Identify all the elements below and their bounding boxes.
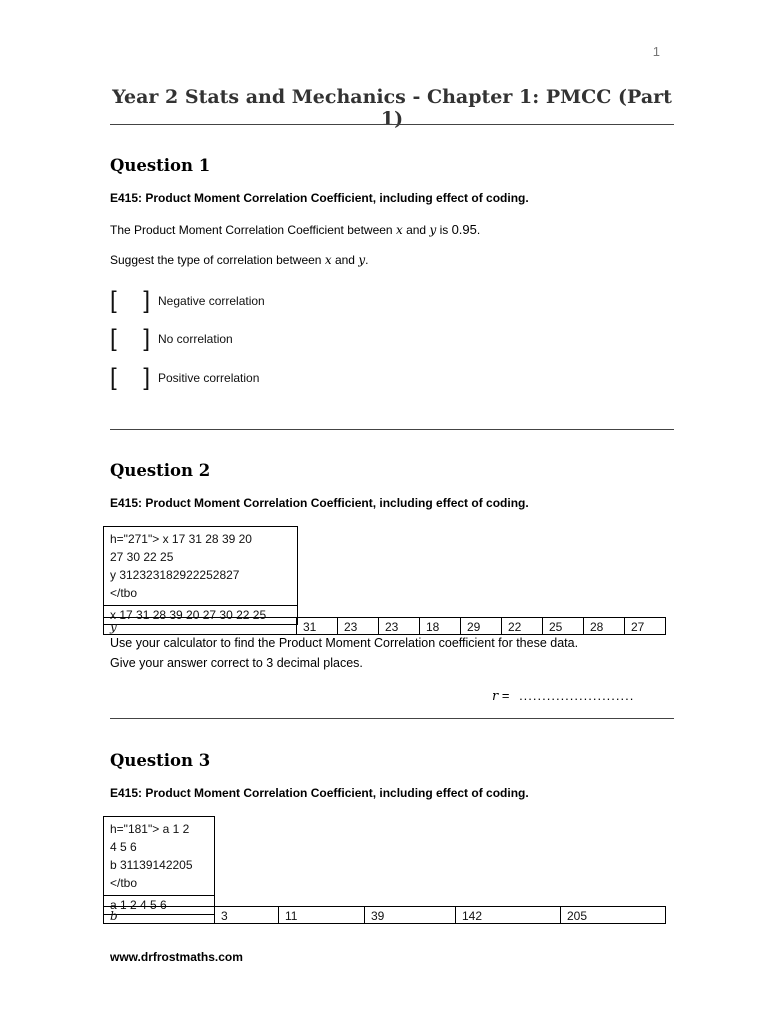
q1-and: and: [406, 223, 427, 237]
table-cell: 18: [420, 618, 461, 635]
bracket-close: ]: [143, 325, 150, 352]
option-label: Positive correlation: [158, 371, 260, 385]
q2-instruction-2: Give your answer correct to 3 decimal places.: [110, 656, 363, 670]
page-number: 1: [652, 44, 660, 59]
page-title: Year 2 Stats and Mechanics - Chapter 1: PMCC (Part 1): [112, 86, 672, 130]
q1-statement-end: .: [476, 223, 481, 237]
q3-meta: E415: Product Moment Correlation Coefficient, including effect of coding.: [110, 786, 529, 800]
table-cell: 39: [365, 907, 456, 924]
q2-y-table: [103, 617, 666, 635]
bracket-open: [: [110, 364, 117, 391]
table-row: [104, 618, 666, 635]
q2-raw-cell: [103, 526, 298, 605]
q3-b-table: [103, 906, 666, 924]
table-cell: 31: [297, 618, 338, 635]
q2-answer-line[interactable]: [492, 688, 634, 704]
q2-meta: E415: Product Moment Correlation Coefficient, including effect of coding.: [110, 496, 529, 510]
q1-prompt: [110, 253, 368, 267]
checkbox-bracket[interactable]: [110, 327, 150, 351]
table-cell: 29: [461, 618, 502, 635]
q1-var-y: y: [429, 223, 437, 237]
q2-raw-line: h="271"> x 17 31 28 39 20: [110, 532, 252, 546]
q1-prompt-pre: Suggest the type of correlation between: [110, 253, 322, 267]
answer-eq: =: [501, 688, 510, 703]
bracket-close: ]: [143, 364, 150, 391]
q3-raw-line: </tbo: [110, 876, 138, 890]
q1-is: is: [439, 223, 449, 237]
table-cell: 205: [561, 907, 666, 924]
q2-heading: Question 2: [110, 461, 211, 480]
q3-data-block: [103, 816, 215, 915]
checkbox-bracket[interactable]: [110, 366, 150, 390]
table-cell: 25: [543, 618, 584, 635]
option-label: No correlation: [158, 332, 233, 346]
q1-option-none[interactable]: [110, 325, 233, 353]
q2-y-label: y: [104, 618, 297, 635]
q2-raw-line: y 312323182922252827: [110, 568, 240, 582]
answer-dots[interactable]: .........................: [519, 688, 635, 703]
table-cell: 22: [502, 618, 543, 635]
table-cell: 11: [279, 907, 365, 924]
table-row: [104, 907, 666, 924]
option-label: Negative correlation: [158, 294, 265, 308]
q3-a-row: a 1 2 4 5 6: [103, 895, 215, 915]
q1-prompt-end: .: [365, 253, 369, 267]
q1-meta: E415: Product Moment Correlation Coefficient, including effect of coding.: [110, 191, 529, 205]
table-cell: 3: [215, 907, 279, 924]
q2-raw-line: </tbo: [110, 586, 138, 600]
q1-prompt-and: and: [334, 253, 355, 267]
checkbox-bracket[interactable]: [110, 289, 150, 313]
table-cell: 23: [338, 618, 379, 635]
divider: [110, 429, 674, 430]
q2-instruction-1: Use your calculator to find the Product Moment Correlation coefficient for these data.: [110, 636, 579, 650]
q2-data-block: [103, 526, 298, 625]
q2-x-row: x 17 31 28 39 20 27 30 22 25: [103, 605, 298, 625]
divider: [110, 718, 674, 719]
q1-option-positive[interactable]: [110, 364, 259, 392]
table-cell: 28: [584, 618, 625, 635]
q3-raw-line: h="181"> a 1 2: [110, 822, 190, 836]
q1-option-negative[interactable]: [110, 287, 265, 315]
q1-value: 0.95: [451, 222, 477, 237]
footer-link[interactable]: www.drfrostmaths.com: [110, 950, 243, 964]
table-cell: 142: [456, 907, 561, 924]
bracket-open: [: [110, 325, 117, 352]
divider: [110, 124, 674, 125]
q1-statement-pre: The Product Moment Correlation Coefficient between: [110, 223, 393, 237]
q3-heading: Question 3: [110, 751, 211, 770]
q3-raw-line: b 31139142205: [110, 858, 193, 872]
bracket-open: [: [110, 287, 117, 314]
table-cell: 27: [625, 618, 666, 635]
q1-statement: [110, 222, 480, 237]
q1-heading: Question 1: [110, 156, 211, 175]
q3-raw-cell: [103, 816, 215, 895]
q3-raw-line: 4 5 6: [110, 840, 137, 854]
q1-var-x: x: [395, 223, 403, 237]
bracket-close: ]: [143, 287, 150, 314]
answer-var: r: [492, 689, 499, 704]
q2-raw-line: 27 30 22 25: [110, 550, 174, 564]
table-cell: 23: [379, 618, 420, 635]
q1-prompt-var-x: x: [324, 253, 332, 267]
q3-b-label: b: [104, 907, 215, 924]
q1-prompt-var-y: y: [358, 253, 366, 267]
